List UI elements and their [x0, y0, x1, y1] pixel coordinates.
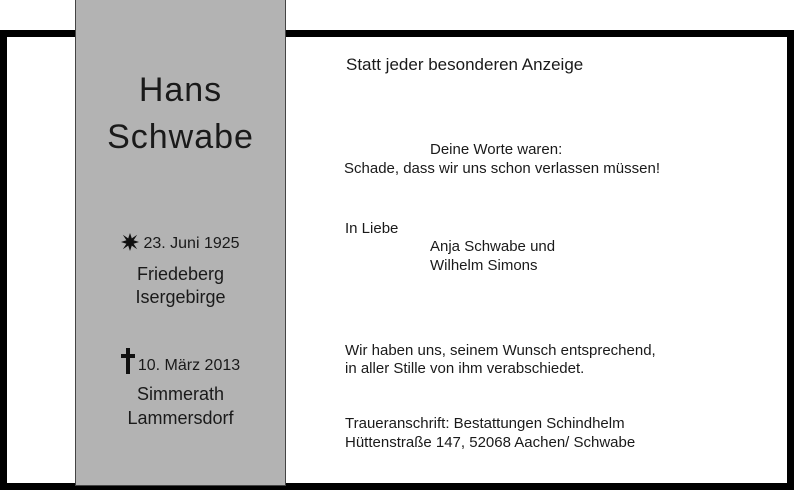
- mourner-1: Anja Schwabe und: [430, 238, 556, 255]
- last-name: Schwabe: [107, 118, 254, 156]
- death-place-1: Simmerath: [136, 384, 225, 404]
- name-panel: [75, 0, 286, 486]
- birth-place-2: Isergebirge: [135, 287, 226, 307]
- birth-date-line: [76, 233, 285, 253]
- farewell-line-2: in aller Stille von ihm verabschiedet.: [345, 360, 585, 377]
- mourner-2: Wilhelm Simons: [430, 257, 538, 274]
- address-line-2: Hüttenstraße 147, 52068 Aachen/ Schwabe: [345, 434, 636, 451]
- death-date: 10. März 2013: [137, 357, 241, 374]
- cross-icon: [121, 348, 135, 374]
- love-intro: In Liebe: [345, 220, 399, 237]
- death-place-2: Lammersdorf: [127, 408, 234, 428]
- birth-place-1: Friedeberg: [136, 264, 225, 284]
- notice-heading: Statt jeder besonderen Anzeige: [346, 55, 584, 74]
- first-name: Hans: [138, 71, 223, 109]
- death-date-line: [76, 348, 285, 375]
- address-line-1: Traueranschrift: Bestattungen Schindhelm: [345, 415, 625, 432]
- farewell-line-1: Wir haben uns, seinem Wunsch entsprechend,: [345, 342, 656, 359]
- quote-intro: Deine Worte waren:: [430, 141, 563, 158]
- star-icon: [121, 233, 139, 251]
- birth-date: 23. Juni 1925: [143, 235, 240, 252]
- quote-text: Schade, dass wir uns schon verlassen müssen!: [344, 160, 660, 177]
